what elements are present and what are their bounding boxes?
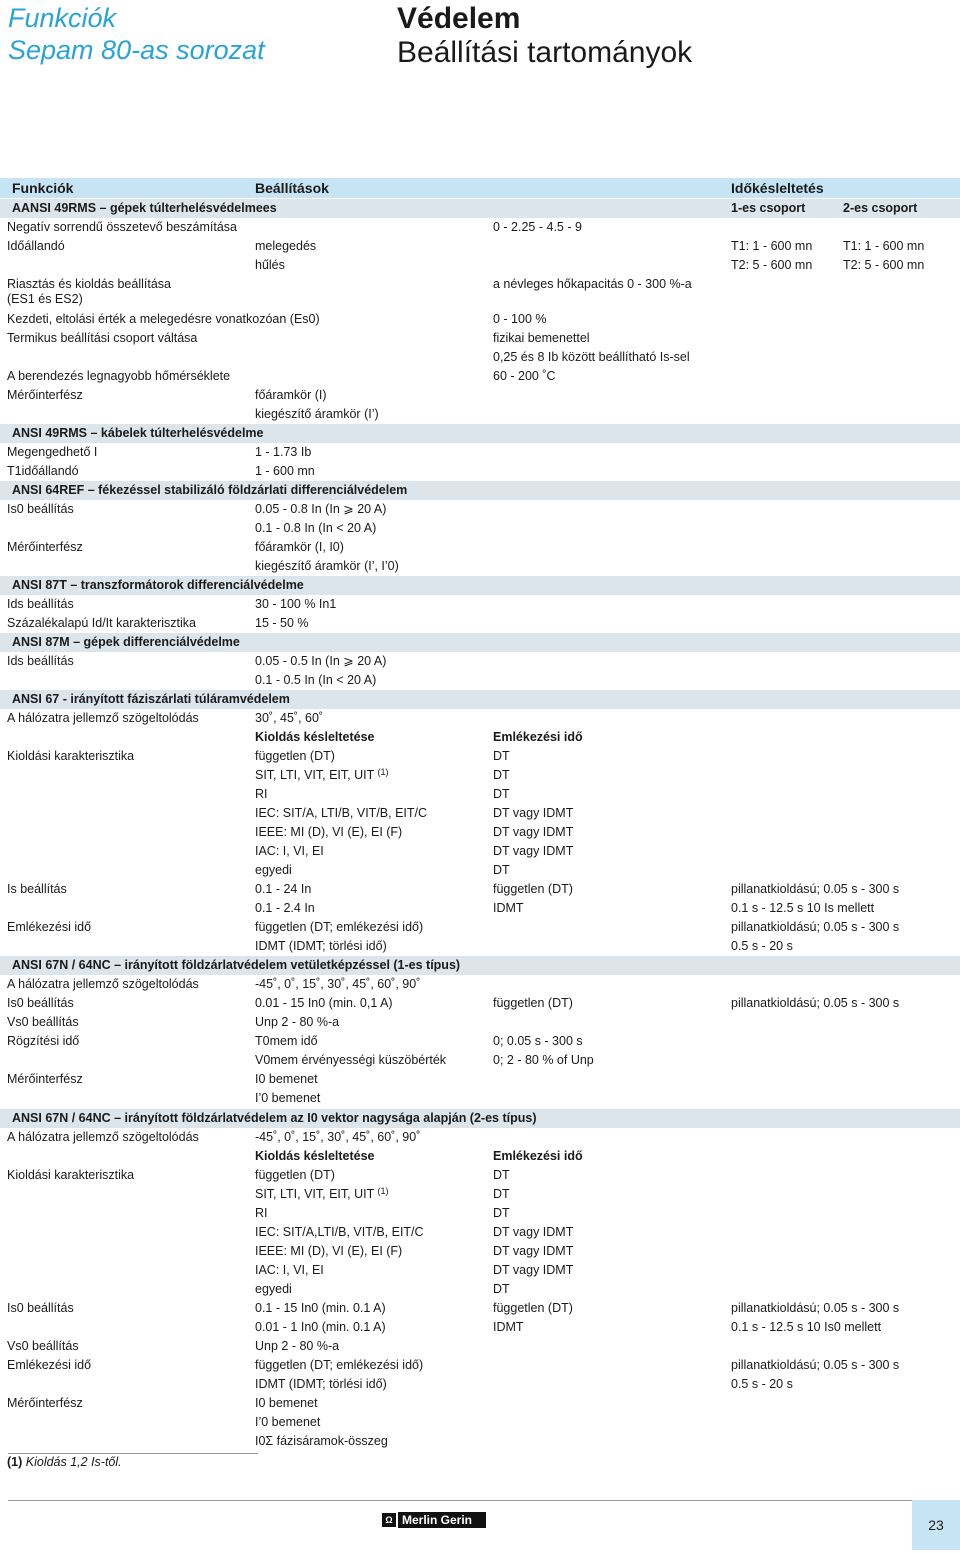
cell: IEC: SIT/A, LTI/B, VIT/B, EIT/C (255, 806, 428, 820)
cell: egyedi (255, 863, 292, 877)
footnote-ref: (1) (377, 767, 389, 777)
cell: 0; 0.05 s - 300 s (493, 1034, 583, 1048)
cell: A hálózatra jellemző szögeltolódás (7, 977, 199, 991)
section-title: AANSI 49RMS – gépek túlterhelésvédelmees (12, 201, 277, 215)
cell: 0 - 2.25 - 4.5 - 9 (493, 220, 582, 234)
cell: RI (255, 787, 268, 801)
cell: T2: 5 - 600 mn (843, 258, 925, 272)
page-number: 23 (912, 1500, 960, 1550)
table-row (0, 1432, 960, 1451)
cell: Rögzítési idő (7, 1034, 80, 1048)
brand-name: Merlin Gerin (398, 1512, 486, 1528)
cell: 0.01 - 1 In0 (min. 0.1 A) (255, 1320, 386, 1334)
cell: -45˚, 0˚, 15˚, 30˚, 45˚, 60˚, 90˚ (255, 1130, 421, 1144)
table-row (0, 237, 960, 256)
cell: pillanatkioldású; 0.05 s - 300 s (731, 1358, 900, 1372)
cell: 1-es csoport (731, 201, 806, 215)
cell: DT (493, 863, 510, 877)
table-row (0, 256, 960, 275)
table-row (0, 994, 960, 1013)
table-row (0, 1166, 960, 1185)
cell: IDMT (IDMT; törlési idő) (255, 1377, 387, 1391)
cell: DT (493, 768, 510, 782)
table-row (0, 766, 960, 785)
table-row (0, 1051, 960, 1070)
cell: 0.1 s - 12.5 s 10 Is0 mellett (731, 1320, 882, 1334)
table-row (0, 1299, 960, 1318)
table-row (0, 823, 960, 842)
cell: Kioldási karakterisztika (7, 749, 135, 763)
cell: V0mem érvényességi küszöbérték (255, 1053, 447, 1067)
cell: 2-es csoport (843, 201, 918, 215)
cell: IEEE: MI (D), VI (E), EI (F) (255, 1244, 403, 1258)
cell: DT (493, 1168, 510, 1182)
cell: Emlékezési idő (7, 920, 92, 934)
cell: Kezdeti, eltolási érték a melegedésre vonatkozóan (Es0) (7, 312, 320, 326)
cell: független (DT) (493, 1301, 573, 1315)
cell: A hálózatra jellemző szögeltolódás (7, 711, 199, 725)
cell: IDMT (493, 901, 524, 915)
cell: DT vagy IDMT (493, 1263, 574, 1277)
section-title: ANSI 67 - irányított fáziszárlati túláramvédelem (12, 692, 290, 706)
cell: Negatív sorrendű összetevő beszámítása (7, 220, 237, 234)
cell: pillanatkioldású; 0.05 s - 300 s (731, 996, 900, 1010)
footnote-marker: (1) (7, 1455, 23, 1469)
cell: T0mem idő (255, 1034, 318, 1048)
table-row (0, 690, 960, 709)
table-row (0, 747, 960, 766)
cell: -45˚, 0˚, 15˚, 30˚, 45˚, 60˚, 90˚ (255, 977, 421, 991)
cell: független (DT) (255, 1168, 335, 1182)
table-row (0, 329, 960, 348)
table-row (0, 595, 960, 614)
table-row (0, 1204, 960, 1223)
cell: 0.1 - 2.4 In (255, 901, 315, 915)
cell: I0Σ fázisáramok-összeg (255, 1434, 388, 1448)
cell: DT vagy IDMT (493, 844, 574, 858)
cell: IDMT (493, 1320, 524, 1334)
cell: Vs0 beállítás (7, 1339, 79, 1353)
section-title: ANSI 67N / 64NC – irányított földzárlatvédelem vetületképzéssel (1-es típus) (12, 958, 461, 972)
section-title: ANSI 87M – gépek differenciálvédelme (12, 635, 240, 649)
table-row (0, 1337, 960, 1356)
subheader-memory-time: Emlékezési idő (493, 1149, 583, 1163)
cell: 0.1 - 15 In0 (min. 0.1 A) (255, 1301, 386, 1315)
table-row (0, 709, 960, 728)
cell: Is0 beállítás (7, 1301, 74, 1315)
cell: IAC: I, VI, EI (255, 844, 324, 858)
col-delays: Időkésleltetés (731, 180, 824, 196)
cell: kiegészítő áramkör (I’, I’0) (255, 559, 399, 573)
subheader-memory-time: Emlékezési idő (493, 730, 583, 744)
table-row (0, 1070, 960, 1089)
table-row (0, 443, 960, 462)
cell: I0 bemenet (255, 1396, 318, 1410)
cell: Mérőinterfész (7, 1396, 83, 1410)
cell-text: SIT, LTI, VIT, EIT, UIT (255, 1187, 375, 1201)
section-title: ANSI 67N / 64NC – irányított földzárlatvédelem az I0 vektor nagysága alapján (2-es típus) (12, 1111, 537, 1125)
cell: T1időállandó (7, 464, 79, 478)
footer-divider (8, 1500, 960, 1501)
cell: független (DT) (255, 749, 335, 763)
section-title: ANSI 64REF – fékezéssel stabilizáló földzárlati differenciálvédelem (12, 483, 408, 497)
cell: 0.1 - 24 In (255, 882, 312, 896)
cell: 0.05 - 0.5 In (In ⩾ 20 A) (255, 654, 387, 668)
cell: DT (493, 749, 510, 763)
cell: független (DT; emlékezési idő) (255, 1358, 424, 1372)
cell: I’0 bemenet (255, 1415, 321, 1429)
series-title-line1: Funkciók (8, 3, 117, 33)
cell: T1: 1 - 600 mn (843, 239, 925, 253)
table-row (0, 481, 960, 500)
table-row (0, 861, 960, 880)
page-title-line2: Beállítási tartományok (397, 36, 693, 69)
table-row (0, 1223, 960, 1242)
table-row (0, 918, 960, 937)
table-row (0, 899, 960, 918)
cell-text: SIT, LTI, VIT, EIT, UIT (255, 768, 375, 782)
cell: RI (255, 1206, 268, 1220)
cell: I’0 bemenet (255, 1091, 321, 1105)
table-row (0, 1261, 960, 1280)
table-row (0, 842, 960, 861)
cell: Termikus beállítási csoport váltása (7, 331, 198, 345)
cell: 0.05 - 0.8 In (In ⩾ 20 A) (255, 502, 387, 516)
table-row (0, 290, 960, 309)
cell: IAC: I, VI, EI (255, 1263, 324, 1277)
footnote-text (7, 1453, 122, 1472)
cell: független (DT) (493, 882, 573, 896)
cell: a névleges hőkapacitás 0 - 300 %-a (493, 277, 692, 291)
cell: Riasztás és kioldás beállítása (7, 277, 171, 291)
table-row (0, 804, 960, 823)
table-row (0, 462, 960, 481)
cell: Is0 beállítás (7, 996, 74, 1010)
table-row (0, 975, 960, 994)
subheader-trip-delay: Kioldás késleltetése (255, 730, 375, 744)
cell: 30 - 100 % In1 (255, 597, 337, 611)
cell: Időállandó (7, 239, 65, 253)
cell: Ids beállítás (7, 597, 74, 611)
table-row (0, 937, 960, 956)
table-row (0, 633, 960, 652)
cell: 15 - 50 % (255, 616, 309, 630)
table-row (0, 424, 960, 443)
table-row (0, 1318, 960, 1337)
cell: A hálózatra jellemző szögeltolódás (7, 1130, 199, 1144)
table-row (0, 576, 960, 595)
table-row (0, 1413, 960, 1432)
table-row (0, 386, 960, 405)
cell: független (DT; emlékezési idő) (255, 920, 424, 934)
table-row (0, 1013, 960, 1032)
cell: 0.5 s - 20 s (731, 939, 793, 953)
cell: egyedi (255, 1282, 292, 1296)
section-title: ANSI 87T – transzformátorok differenciálvédelme (12, 578, 304, 592)
cell: I0 bemenet (255, 1072, 318, 1086)
table-row (0, 1375, 960, 1394)
cell: 0.01 - 15 In0 (min. 0,1 A) (255, 996, 393, 1010)
cell: DT vagy IDMT (493, 1225, 574, 1239)
cell: Kioldási karakterisztika (7, 1168, 135, 1182)
table-row (0, 1147, 960, 1166)
table-row (0, 199, 960, 218)
cell (255, 1185, 389, 1204)
footnote-ref: (1) (377, 1186, 389, 1196)
cell: Unp 2 - 80 %-a (255, 1339, 340, 1353)
cell: Mérőinterfész (7, 1072, 83, 1086)
table-row (0, 1032, 960, 1051)
cell: 0.1 - 0.5 In (In < 20 A) (255, 673, 377, 687)
cell: 0; 2 - 80 % of Unp (493, 1053, 594, 1067)
cell: DT (493, 1206, 510, 1220)
table-row (0, 557, 960, 576)
cell: pillanatkioldású; 0.05 s - 300 s (731, 920, 900, 934)
cell: T2: 5 - 600 mn (731, 258, 813, 272)
cell: kiegészítő áramkör (I’) (255, 407, 379, 421)
cell: IEEE: MI (D), VI (E), EI (F) (255, 825, 403, 839)
table-row (0, 728, 960, 747)
footnote (0, 1453, 960, 1472)
cell: (ES1 és ES2) (7, 292, 83, 306)
cell: 0,25 és 8 Ib között beállítható Is-sel (493, 350, 690, 364)
cell: DT (493, 1282, 510, 1296)
table-row (0, 218, 960, 237)
cell: Ids beállítás (7, 654, 74, 668)
table-row (0, 1280, 960, 1299)
cell: A berendezés legnagyobb hőmérséklete (7, 369, 231, 383)
table-row (0, 880, 960, 899)
series-title (8, 2, 265, 66)
table-row (0, 1242, 960, 1261)
footnote-body: Kioldás 1,2 Is-től. (22, 1455, 122, 1469)
table-row (0, 405, 960, 424)
cell: Mérőinterfész (7, 540, 83, 554)
col-functions: Funkciók (12, 180, 74, 196)
cell: főáramkör (I) (255, 388, 327, 402)
cell: DT vagy IDMT (493, 825, 574, 839)
cell: Vs0 beállítás (7, 1015, 79, 1029)
cell: IDMT (IDMT; törlési idő) (255, 939, 387, 953)
table-row (0, 671, 960, 690)
cell: Is0 beállítás (7, 502, 74, 516)
cell: DT (493, 1187, 510, 1201)
col-settings: Beállítások (255, 180, 329, 196)
table-row (0, 1109, 960, 1128)
table-row (0, 614, 960, 633)
cell: hűlés (255, 258, 285, 272)
cell: 0.1 - 0.8 In (In < 20 A) (255, 521, 377, 535)
cell: főáramkör (I, I0) (255, 540, 344, 554)
cell: Is beállítás (7, 882, 67, 896)
cell: melegedés (255, 239, 317, 253)
cell: 1 - 600 mn (255, 464, 315, 478)
table-row (0, 652, 960, 671)
table-row (0, 1394, 960, 1413)
series-title-line2: Sepam 80-as sorozat (8, 35, 265, 65)
merlin-gerin-logo (382, 1511, 486, 1529)
table-row (0, 310, 960, 329)
table-row (0, 1185, 960, 1204)
table-row (0, 956, 960, 975)
cell: független (DT) (493, 996, 573, 1010)
cell: pillanatkioldású; 0.05 s - 300 s (731, 882, 900, 896)
cell: DT vagy IDMT (493, 806, 574, 820)
page-title-line1: Védelem (397, 2, 521, 35)
cell: 0 - 100 % (493, 312, 547, 326)
cell: T1: 1 - 600 mn (731, 239, 813, 253)
table-row (0, 500, 960, 519)
subheader-trip-delay: Kioldás késleltetése (255, 1149, 375, 1163)
table-row (0, 367, 960, 386)
cell: Emlékezési idő (7, 1358, 92, 1372)
cell: Százalékalapú Id/It karakterisztika (7, 616, 196, 630)
cell: 0.5 s - 20 s (731, 1377, 793, 1391)
cell: 60 - 200 ˚C (493, 369, 556, 383)
cell: IEC: SIT/A,LTI/B, VIT/B, EIT/C (255, 1225, 424, 1239)
cell: Megengedhető I (7, 445, 98, 459)
cell: Mérőinterfész (7, 388, 83, 402)
table-row (0, 348, 960, 367)
cell: DT vagy IDMT (493, 1244, 574, 1258)
cell: 1 - 1.73 Ib (255, 445, 312, 459)
table-row (0, 1356, 960, 1375)
cell: fizikai bemenettel (493, 331, 590, 345)
table-header (0, 178, 960, 198)
table-row (0, 538, 960, 557)
cell: 0.1 s - 12.5 s 10 Is mellett (731, 901, 875, 915)
cell: DT (493, 787, 510, 801)
brand-mark-icon: Ω (382, 1513, 396, 1527)
table-row (0, 785, 960, 804)
cell (255, 766, 389, 785)
section-title: ANSI 49RMS – kábelek túlterhelésvédelme (12, 426, 264, 440)
page-title (397, 2, 692, 70)
table-row (0, 1128, 960, 1147)
cell: 30˚, 45˚, 60˚ (255, 711, 324, 725)
cell: pillanatkioldású; 0.05 s - 300 s (731, 1301, 900, 1315)
table-row (0, 1089, 960, 1108)
cell: Unp 2 - 80 %-a (255, 1015, 340, 1029)
table-row (0, 519, 960, 538)
